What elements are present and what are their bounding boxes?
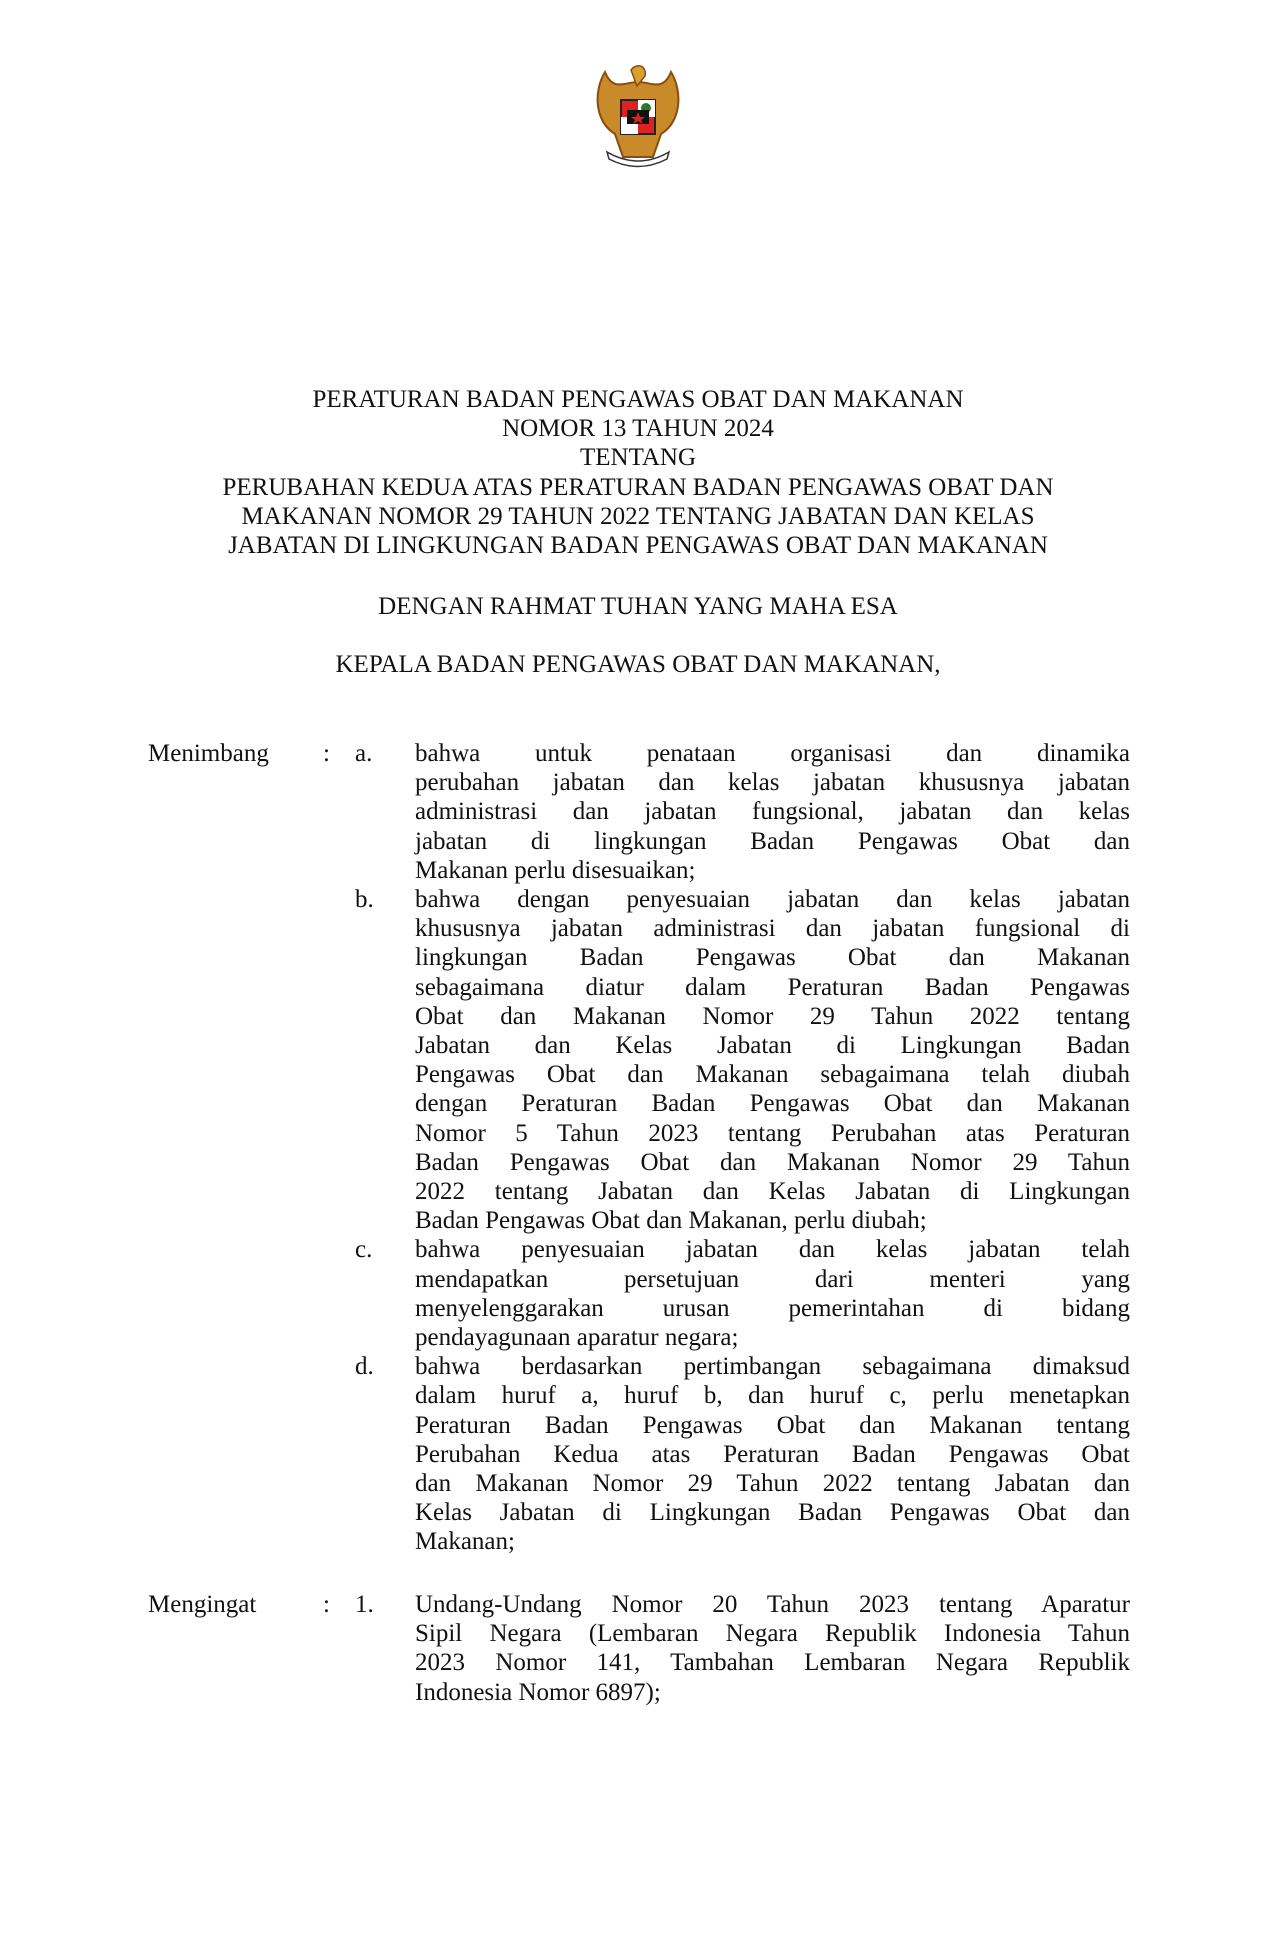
text-line: dan Makanan Nomor 29 Tahun 2022 tentang Jabatan dan <box>415 1470 1130 1497</box>
text-line: 2023 Nomor 141, Tambahan Lembaran Negara Republik <box>415 1649 1130 1677</box>
text-line: 2022 tentang Jabatan dan Kelas Jabatan di Lingkungan <box>415 1178 1130 1206</box>
text-line: Sipil Negara (Lembaran Negara Republik Indonesia Tahun <box>415 1620 1130 1648</box>
text-line: menyelenggarakan urusan pemerintahan di bidang <box>415 1294 1130 1322</box>
text-line: administrasi dan jabatan fungsional, jabatan dan kelas <box>415 798 1130 826</box>
title-line: JABATAN DI LINGKUNGAN BADAN PENGAWAS OBAT DAN MAKANAN <box>228 532 1048 560</box>
text-line: Peraturan Badan Pengawas Obat dan Makanan tentang <box>415 1411 1130 1439</box>
item-marker: d. <box>355 1353 374 1381</box>
text-line: bahwa dengan penyesuaian jabatan dan kelas jabatan <box>415 886 1130 913</box>
text-line: dengan Peraturan Badan Pengawas Obat dan Makanan <box>415 1090 1130 1118</box>
text-line: bahwa berdasarkan pertimbangan sebagaimana dimaksud <box>415 1353 1130 1381</box>
menimbang-colon: : <box>323 740 330 767</box>
text-line: dalam huruf a, huruf b, dan huruf c, perlu menetapkan <box>415 1382 1130 1410</box>
title-line: NOMOR 13 TAHUN 2024 <box>502 415 774 443</box>
text-line: Badan Pengawas Obat dan Makanan Nomor 29 Tahun <box>415 1148 1130 1176</box>
garuda-emblem-icon <box>585 62 691 177</box>
text-line: Undang-Undang Nomor 20 Tahun 2023 tentang Aparatur <box>415 1591 1130 1618</box>
title-line: PERATURAN BADAN PENGAWAS OBAT DAN MAKANAN <box>312 386 964 413</box>
mengingat-colon: : <box>323 1591 330 1618</box>
text-line: sebagaimana diatur dalam Peraturan Badan Pengawas <box>415 973 1130 1001</box>
text-line: perubahan jabatan dan kelas jabatan khususnya jabatan <box>415 769 1130 797</box>
text-line: lingkungan Badan Pengawas Obat dan Makanan <box>415 944 1130 972</box>
text-line: bahwa penyesuaian jabatan dan kelas jabatan telah <box>415 1236 1130 1264</box>
mengingat-label: Mengingat <box>148 1591 257 1618</box>
text-line: khususnya jabatan administrasi dan jabatan fungsional di <box>415 915 1130 943</box>
item-marker: a. <box>355 740 373 767</box>
kepala-line: KEPALA BADAN PENGAWAS OBAT DAN MAKANAN, <box>335 651 941 678</box>
item-marker: b. <box>355 886 374 913</box>
rahmat-line: DENGAN RAHMAT TUHAN YANG MAHA ESA <box>378 593 898 620</box>
text-line: Badan Pengawas Obat dan Makanan, perlu diubah; <box>415 1207 927 1235</box>
regulation-title <box>0 385 1276 560</box>
text-line: jabatan di lingkungan Badan Pengawas Obat dan <box>415 827 1130 855</box>
list-item <box>415 739 1130 885</box>
list-item <box>415 1352 1130 1556</box>
text-line: Obat dan Makanan Nomor 29 Tahun 2022 tentang <box>415 1002 1130 1030</box>
text-line: Jabatan dan Kelas Jabatan di Lingkungan Badan <box>415 1032 1130 1060</box>
text-line: Pengawas Obat dan Makanan sebagaimana telah diubah <box>415 1061 1130 1089</box>
text-line: pendayagunaan aparatur negara; <box>415 1324 739 1351</box>
list-item <box>415 885 1130 1235</box>
title-line: PERUBAHAN KEDUA ATAS PERATURAN BADAN PENGAWAS OBAT DAN <box>222 473 1054 501</box>
text-line: Makanan; <box>415 1528 515 1556</box>
title-line: TENTANG <box>579 444 697 472</box>
text-line: mendapatkan persetujuan dari menteri yang <box>415 1265 1130 1293</box>
text-line: bahwa untuk penataan organisasi dan dinamika <box>415 740 1130 767</box>
text-line: Perubahan Kedua atas Peraturan Badan Pengawas Obat <box>415 1440 1130 1468</box>
list-item <box>415 1590 1130 1707</box>
menimbang-label: Menimbang <box>148 740 269 767</box>
text-line: Makanan perlu disesuaikan; <box>415 856 696 884</box>
list-item <box>415 1235 1130 1352</box>
item-marker: 1. <box>355 1591 374 1618</box>
item-marker: c. <box>355 1236 373 1264</box>
text-line: Indonesia Nomor 6897); <box>415 1678 661 1706</box>
title-line: MAKANAN NOMOR 29 TAHUN 2022 TENTANG JABATAN DAN KELAS <box>241 502 1035 530</box>
text-line: Kelas Jabatan di Lingkungan Badan Pengawas Obat dan <box>415 1499 1130 1527</box>
text-line: Nomor 5 Tahun 2023 tentang Perubahan atas Peraturan <box>415 1119 1130 1147</box>
